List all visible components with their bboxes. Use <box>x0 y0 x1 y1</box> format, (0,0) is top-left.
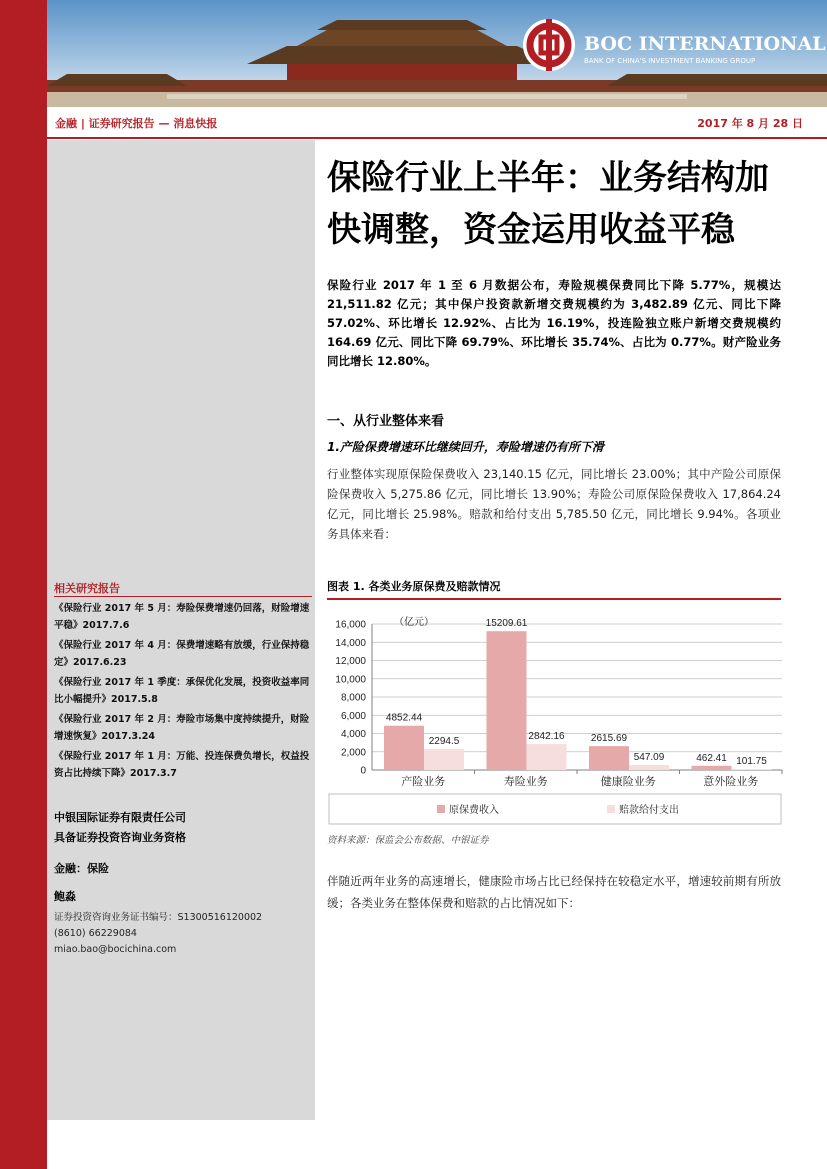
data-label: 101.75 <box>736 756 767 768</box>
boc-logo-icon <box>523 19 575 71</box>
bar <box>732 769 772 770</box>
related-reports-list <box>54 600 316 785</box>
chart-source: 资料来源：保监会公布数据、中银证券 <box>327 835 489 846</box>
x-tick-label: 健康险业务 <box>600 775 656 788</box>
analyst-contact <box>54 910 262 958</box>
bar <box>527 744 567 770</box>
data-label: 2615.69 <box>590 733 628 745</box>
data-label: 2294.5 <box>428 736 460 748</box>
bar <box>424 749 464 770</box>
y-tick-label: 16,000 <box>335 619 366 631</box>
chart-caption: 图表 1. 各类业务原保费及赔款情况 <box>327 580 501 593</box>
data-label: 15209.61 <box>485 618 528 630</box>
bar <box>629 765 669 770</box>
body-paragraph-1: 行业整体实现原保险保费收入 23,140.15 亿元，同比增长 23.00%；其中产险公司原保险保费收入 5,275.86 亿元，同比增长 13.90%；寿险公司原保险保费收入 17,864.24 亿元，同比增长 25.98%。赔款和给付支出 5,785.50 亿元，同比增长 9.94%。各项业务具体来看： <box>327 467 781 541</box>
phone-number: (8610) 66229084 <box>54 928 137 939</box>
license-number: 证券投资咨询业务证书编号：S1300516120002 <box>54 912 263 923</box>
bar <box>692 766 732 770</box>
related-rule <box>54 596 312 597</box>
report-category: 金融 | 证券研究报告 — 消息快报 <box>55 117 218 130</box>
related-report-item[interactable]: 《保险行业 2017 年 1 季度：承保优化发展，投资收益率同比小幅提升》2017.5.8 <box>54 677 310 705</box>
left-red-bar <box>0 0 47 1169</box>
legend-box <box>329 794 781 824</box>
header-banner <box>47 0 827 107</box>
sector-label: 金融：保险 <box>54 862 109 875</box>
analyst-name: 鲍淼 <box>54 890 76 903</box>
x-tick-label: 意外险业务 <box>703 775 759 788</box>
brand-subtitle: BANK OF CHINA'S INVESTMENT BANKING GROUP <box>584 57 756 65</box>
bar <box>384 726 424 770</box>
email-address[interactable]: miao.bao@bocichina.com <box>54 944 177 955</box>
y-tick-label: 8,000 <box>340 692 366 704</box>
y-tick-label: 2,000 <box>340 747 366 759</box>
chart-rule <box>327 598 781 600</box>
section-heading: 一、从行业整体来看 <box>327 414 445 429</box>
report-topbar <box>47 107 827 139</box>
report-title: 保险行业上半年：业务结构加快调整，资金运用收益平稳 <box>327 158 769 250</box>
company-name: 中银国际证券有限责任公司 <box>54 811 186 824</box>
related-report-item[interactable]: 《保险行业 2017 年 5 月：寿险保费增速仍回落，财险增速平稳》2017.7.6 <box>54 603 310 631</box>
y-tick-label: 4,000 <box>340 729 366 740</box>
legend-swatch <box>437 805 445 813</box>
brand-name: BOC INTERNATIONAL <box>584 33 826 55</box>
report-summary: 保险行业 2017 年 1 至 6 月数据公布，寿险规模保费同比下降 5.77%，规模达 21,511.82 亿元；其中保户投资款新增交费规模约为 3,482.89 亿元、同比下降 57.02%、环比增长 12.92%、占比为 16.19%，投连险独立账户新增交费规模约 164.69 亿元、同比下降 69.79%、环比增长 35.74%、占比为 0.77%。财产险业务同比增长 12.80%。 <box>327 278 781 368</box>
bar <box>589 746 629 770</box>
legend-label: 赔款给付支出 <box>619 805 679 816</box>
y-tick-label: 10,000 <box>335 674 366 686</box>
unit-label: （亿元） <box>394 617 434 628</box>
bar-chart <box>327 604 787 829</box>
related-report-item[interactable]: 《保险行业 2017 年 1 月：万能、投连保费负增长，权益投资占比持续下降》2017.3.7 <box>54 751 310 779</box>
bar <box>487 631 527 770</box>
related-reports-title: 相关研究报告 <box>54 582 120 595</box>
y-tick-label: 14,000 <box>335 637 366 649</box>
data-label: 462.41 <box>696 752 727 764</box>
report-date: 2017 年 8 月 28 日 <box>697 117 803 130</box>
company-qualification: 具备证券投资咨询业务资格 <box>54 831 186 844</box>
related-report-item[interactable]: 《保险行业 2017 年 2 月：寿险市场集中度持续提升，财险增速恢复》2017.3.24 <box>54 714 310 742</box>
subsection-heading: 1.产险保费增速环比继续回升，寿险增速仍有所下滑 <box>327 440 604 454</box>
y-tick-label: 0 <box>360 765 366 777</box>
y-tick-label: 6,000 <box>340 710 366 722</box>
body-paragraph-2: 伴随近两年业务的高速增长，健康险市场占比已经保持在较稳定水平，增速较前期有所放缓；各类业务在整体保费和赔款的占比情况如下： <box>327 874 781 910</box>
x-tick-label: 寿险业务 <box>503 775 548 788</box>
related-report-item[interactable]: 《保险行业 2017 年 4 月：保费增速略有放缓，行业保持稳定》2017.6.23 <box>54 640 310 668</box>
legend-swatch <box>607 805 615 813</box>
y-tick-label: 12,000 <box>335 656 366 667</box>
data-label: 547.09 <box>633 752 665 764</box>
company-info <box>54 808 186 848</box>
x-tick-label: 产险业务 <box>401 775 446 788</box>
legend-label: 原保费收入 <box>449 805 499 816</box>
data-label: 4852.44 <box>385 712 423 724</box>
data-label: 2842.16 <box>528 731 565 743</box>
